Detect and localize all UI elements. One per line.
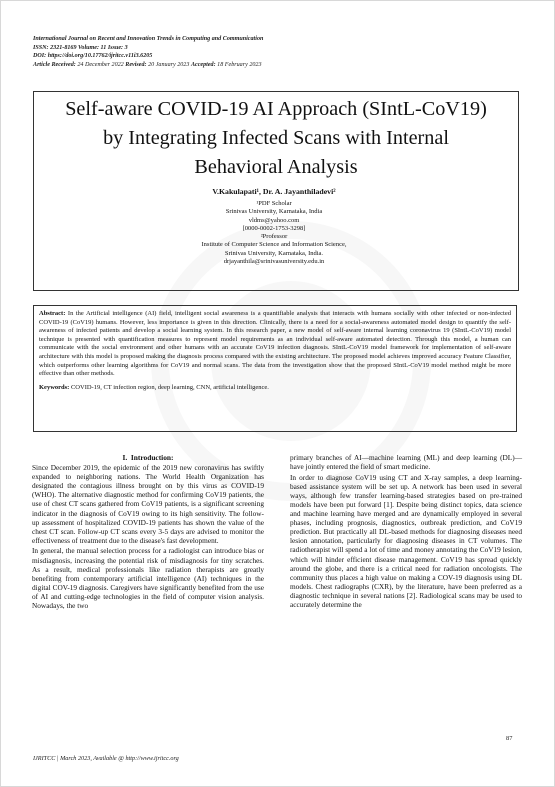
- author-email[interactable]: drjayanthila@srinivasuniversity.edu.in: [223, 258, 325, 266]
- received-label: Article Received:: [33, 61, 76, 68]
- received-date: 24 December 2022: [77, 61, 124, 68]
- abstract-label: Abstract:: [39, 310, 66, 317]
- affiliation-line: ²Professor: [260, 233, 288, 241]
- body-paragraph: In general, the manual selection process for a radiologist can introduce bias or misdiagnosis, increasing the potential risk of misdiagnosis for tiny scratches. As a result, medical professionals like radiation therapists are greatly benefiting from contemporary artificial intelligence (AI) techniques in the digital COV-19 diagnosis. Caregivers have significantly benefited from the use of AI and cutting-edge technologies in the field of computer vision analysis. Nowadays, the two: [32, 546, 264, 610]
- orcid-id: [0000-0002-1753-3298]: [242, 224, 306, 232]
- title-line-2: by Integrating Infected Scans with Internal: [103, 127, 449, 149]
- title-line-3: Behavioral Analysis: [194, 156, 358, 178]
- journal-name: International Journal on Recent and Innovation Trends in Computing and Communication: [33, 36, 264, 42]
- revised-date: 20 January 2023: [148, 61, 190, 68]
- body-column-left: [32, 453, 264, 612]
- author-affiliations: [1, 200, 547, 266]
- article-dates: [33, 61, 523, 70]
- revised-label: Revised:: [125, 61, 147, 68]
- body-paragraph: In order to diagnose CoV19 using CT and X-ray samples, a deep learning-based assistance system will be set up. A network has been used in several ways, although few transfer learning-based strategies based on pre-trained models have been put forward [1]. Despite being distinct topics, data science and machine learning have merged and are dynamically employed in several phases, including prognosis, diagnostics, outbreak prediction, and CoV19 prediction. But practically all DL-based methods for diagnosing diseases need lesion annotation, particularly for diagnosing diseases in CT volumes. The radiotherapist will spend a lot of time and money annotating the CoV19 lesion, which will hinder efficient disease management. CoV19 has spread quickly around the globe, and there is a critical need for radiation oncologists. The community thus places a high value on making a COV-19 diagnosis using DL models. Chest radiographs (CXR), by the literature, have been preferred as a diagnostic technique in several nations [2]. Radiological scans may be used to accurately determine the: [290, 472, 522, 609]
- affiliation-line: ¹PDF Scholar: [256, 200, 292, 207]
- keywords: [39, 384, 511, 393]
- accepted-date: 18 February 2023: [217, 61, 262, 68]
- page-number: 87: [506, 735, 513, 742]
- journal-doi: DOI: https://doi.org/10.17762/ijritcc.v11i3.6205: [33, 53, 153, 60]
- affiliation-line: Srinivas University, Karnataka, India.: [224, 249, 324, 257]
- affiliation-line: Srinivas University, Karnataka, India: [225, 208, 323, 216]
- body-paragraph: primary branches of AI—machine learning (ML) and deep learning (DL)—have jointly entered the field of smart medicine.: [290, 453, 522, 472]
- title-line-1: Self-aware COVID-19 AI Approach (SIntL-CoV19): [65, 98, 487, 120]
- journal-header: [33, 35, 523, 69]
- affiliation-line: Institute of Computer Science and Information Science,: [201, 241, 347, 249]
- section-heading-introduction: I. Introduction:: [122, 453, 174, 462]
- author-email[interactable]: vldms@yahoo.com: [248, 216, 300, 224]
- abstract-box: [33, 305, 517, 432]
- paper-title: [34, 95, 518, 182]
- keywords-label: Keywords:: [39, 383, 70, 391]
- journal-issn: ISSN: 2321-8169 Volume: 11 Issue: 3: [33, 44, 128, 51]
- accepted-label: Accepted:: [190, 61, 216, 68]
- abstract-text: In the Artificial intelligence (AI) field, intelligent social awareness is a quantifiable analysis that interacts with humans socially with other infected or non-infected COVID-19 (CoV19) humans. However, less importance is given in this direction. Clinically, there is a need for a social-awareness automated model design to quantify the self-awareness of infected patients and develop a social learning system. In this research paper, a new model of self-aware internal learning coronavirus 19 (SIntL-CoV19) model technique is presented with quantification measures to represent model requirements as an individual self-aware automated detection. Through this model, a human can communicate with the social environment and other humans with an accurate CoV19 infection diagnosis. SIntL-CoV19 model framework for implementation of self-aware architecture with this model is proposed making the diagnosis process compared with the existing architecture. The proposed model achieves improved accuracy Feature Classifier, which outperforms other learning algorithms for CoV19 and normal scans. The data from the investigation show that the proposed SIntL-CoV19 model method might be more effective than other methods.: [39, 310, 512, 378]
- body-paragraph: Since December 2019, the epidemic of the 2019 new coronavirus has swiftly expanded to neighboring nations. The World Health Organization has designated the contagious illness brought on by this virus as COVID-19 (WHO). The alternative diagnostic method for confirming CoV19 patients, the use of chest CT scans gathered from CoV19 patients, is a significant screening indicator in the diagnosis of CoV19 owing to its high sensitivity. The follow-up assessment of hospitalized COVID-19 patients has shown the value of the chest CT scan. Follow-up CT scans every 3-5 days are advised to monitor the effectiveness of treatment due to the disease's fast development.: [32, 463, 264, 545]
- keywords-text: COVID-19, CT infection region, deep learning, CNN, artificial intelligence.: [70, 383, 269, 391]
- page-footer: IJRITCC | March 2023, Available @ http://www.ijritcc.org: [33, 755, 179, 762]
- author-list: V.Kakulapati¹, Dr. A. Jayanthiladevi²: [212, 187, 336, 196]
- body-column-right: [290, 453, 522, 611]
